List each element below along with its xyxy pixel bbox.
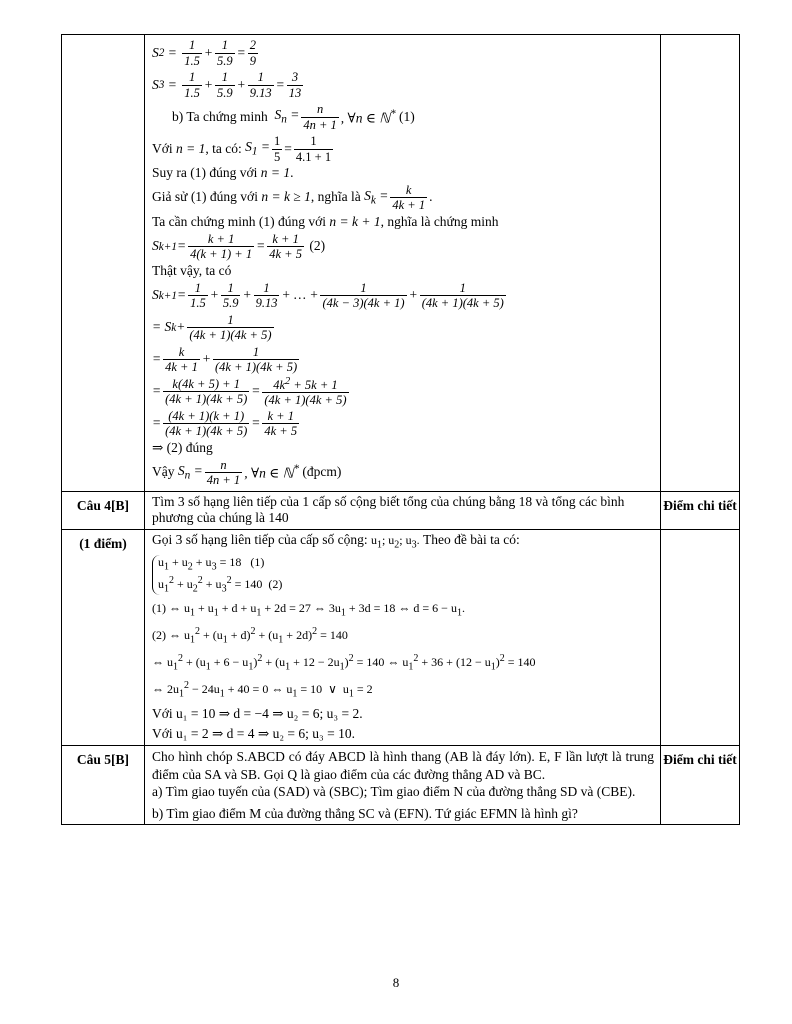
q4-intro-line: Gọi 3 số hạng liên tiếp của cấp số cộng: $u_1$; $u_2$; $u_3$. Theo đề bài ta có:	[152, 532, 520, 551]
q4-question-text: Tìm 3 số hạng liên tiếp của 1 cấp số cộng biết tổng của chúng bằng 18 và tổng các bình phương của chúng là 140	[152, 493, 625, 526]
table-row	[62, 35, 740, 492]
q5-question	[145, 746, 661, 825]
q4-eq2: (2) ⇔ $u_1^2 + (u_1 + d)^2 + (u_1 + 2d)^2 = 140$	[152, 625, 348, 646]
q4-eq3: ⇔ $u_1^2 + (u_1 + 6 - u_1)^2 + (u_1 + 12 - 2u_1)^2 = 140$ ⇔ $u_1^2 + 36 + (12 - u_1)^2 = 140$	[152, 652, 536, 673]
q5-label: Câu 5[B]	[62, 746, 145, 825]
q4-case1: Với u₁ = 10 ⇒ d = −4 ⇒ u₂ = 6; u₃ = 2.	[152, 706, 363, 722]
q4-solution	[145, 530, 661, 746]
q5-text3: b) Tìm giao điểm M của đường thẳng SC và (EFN). Tứ giác EFMN là hình gì?	[152, 805, 578, 821]
so-true-line: Suy ra (1) đúng với n = 1.	[152, 165, 294, 180]
implies-line: ⇒ (2) đúng	[152, 439, 213, 455]
indeed-line: Thật vậy, ta có	[152, 262, 232, 278]
q4-intro-tail: Theo đề bài ta có:	[423, 532, 520, 548]
eq-sum: S k+1 = 1 1.5 + 1 5.9 + 1 9.13 + … + 1 (4k − 3)(4k + 1) + 1 (4k + 1)(4k + 5)	[152, 280, 504, 311]
content-cell-proof	[145, 35, 661, 492]
assume-text: Giả sử (1) đúng với	[152, 189, 258, 205]
eq-step3: = k(4k + 5) + 1 (4k + 1)(4k + 5) = $4k^2 + 5k + 1$ (4k + 1)(4k + 5)	[152, 375, 347, 408]
eq-step4: = (4k + 1)(k + 1) (4k + 1)(4k + 5) = k + 1 4k + 5	[152, 408, 298, 439]
q4-eq1: (1) ⇔ $u_1 + u_1 + d + u_1 + 2d = 27$ ⇔ $3u_1 + 3d = 18$ ⇔ $d = 6 - u_1$.	[152, 600, 465, 619]
q4-eq4: ⇔ $2u_1^2 - 24u_1 + 40 = 0$ ⇔ $u_1 = 10$ ∨ $u_1 = 2$	[152, 679, 373, 699]
table-row	[62, 746, 740, 825]
eq-s3: S 3 = 1 1.5 + 1 5.9 + 1 9.13 = 3 13	[152, 70, 302, 100]
need-prove-mid: , nghĩa là chứng minh	[380, 213, 499, 229]
eq-2: S k+1 = k + 1 4(k + 1) + 1 = k + 1 4k + 5 (2)	[152, 231, 326, 262]
score-cell-empty	[661, 35, 740, 492]
table-row	[62, 491, 740, 530]
need-prove-line: Ta cần chứng minh (1) đúng với n = k + 1, nghĩa là chứng minh	[152, 213, 499, 229]
qed-text: (đpcm)	[302, 464, 342, 480]
q5-text2: a) Tìm giao tuyến của (SAD) và (SBC); Tìm giao điểm N của đường thẳng SD và (CBE).	[152, 784, 636, 800]
eq-step1: = S k + 1 (4k + 1)(4k + 5)	[152, 312, 272, 343]
so-true-text: Suy ra (1) đúng với	[152, 165, 258, 180]
q4-score-label: Điểm chi tiết	[661, 491, 740, 530]
therefore-text: Vậy	[152, 464, 175, 480]
q4-points: (1 điểm)	[62, 530, 145, 746]
q4-intro: Gọi 3 số hạng liên tiếp của cấp số cộng:	[152, 532, 368, 548]
table-row	[62, 530, 740, 746]
page-number: 8	[392, 975, 400, 990]
need-prove-text: Ta cần chứng minh (1) đúng với	[152, 213, 326, 229]
q4-label: Câu 4[B]	[62, 491, 145, 530]
therefore-line: Vậy $S_n$ = $\frac{n}{4n + 1}$ , ∀n ∈ ℕ* (đpcm)	[152, 457, 342, 487]
q4-score-empty	[661, 530, 740, 746]
base-case-line: Với n = 1 , ta có: $S_1$ = $\frac{1}{5}$ = 1 4.1 + 1	[152, 134, 332, 164]
q4-system: $u_1 + u_2 + u_3 = 18$ (1) $u_1^2 + u_2^2 + u_3^2 = 140$ (2)	[152, 555, 654, 595]
q4-question	[145, 491, 661, 530]
assume-mid: , nghĩa là	[310, 189, 361, 205]
eq-step2: = k 4k + 1 + 1 (4k + 1)(4k + 5)	[152, 344, 298, 375]
q5-text1: Cho hình chóp S.ABCD có đáy ABCD là hình thang (AB là đáy lớn). E, F lần lượt là trung điểm của SA và SB. Gọi Q là giao điểm của các đường thẳng AD và BC.	[152, 749, 654, 782]
part-b-intro: b) Ta chứng minh	[172, 108, 268, 124]
q5-score-label: Điểm chi tiết	[661, 746, 740, 825]
solution-table	[61, 34, 740, 825]
with-prefix: Với	[152, 140, 173, 156]
with-suffix: , ta có:	[205, 140, 242, 156]
assume-line: Giả sử (1) đúng với n = k ≥ 1 , nghĩa là $S_k$ = $\frac{k}{4k + 1}$ .	[152, 183, 433, 213]
part-b-line: b) Ta chứng minh $S_n$ = $\frac{n}{4n + 1}$ , ∀n ∈ ℕ* (1)	[172, 102, 415, 132]
eq-s2: S 2 = 1 1.5 + 1 5.9 = 2 9	[152, 38, 256, 68]
label-cell-empty	[62, 35, 145, 492]
q4-case2: Với u₁ = 2 ⇒ d = 4 ⇒ u₂ = 6; u₃ = 10.	[152, 726, 355, 742]
